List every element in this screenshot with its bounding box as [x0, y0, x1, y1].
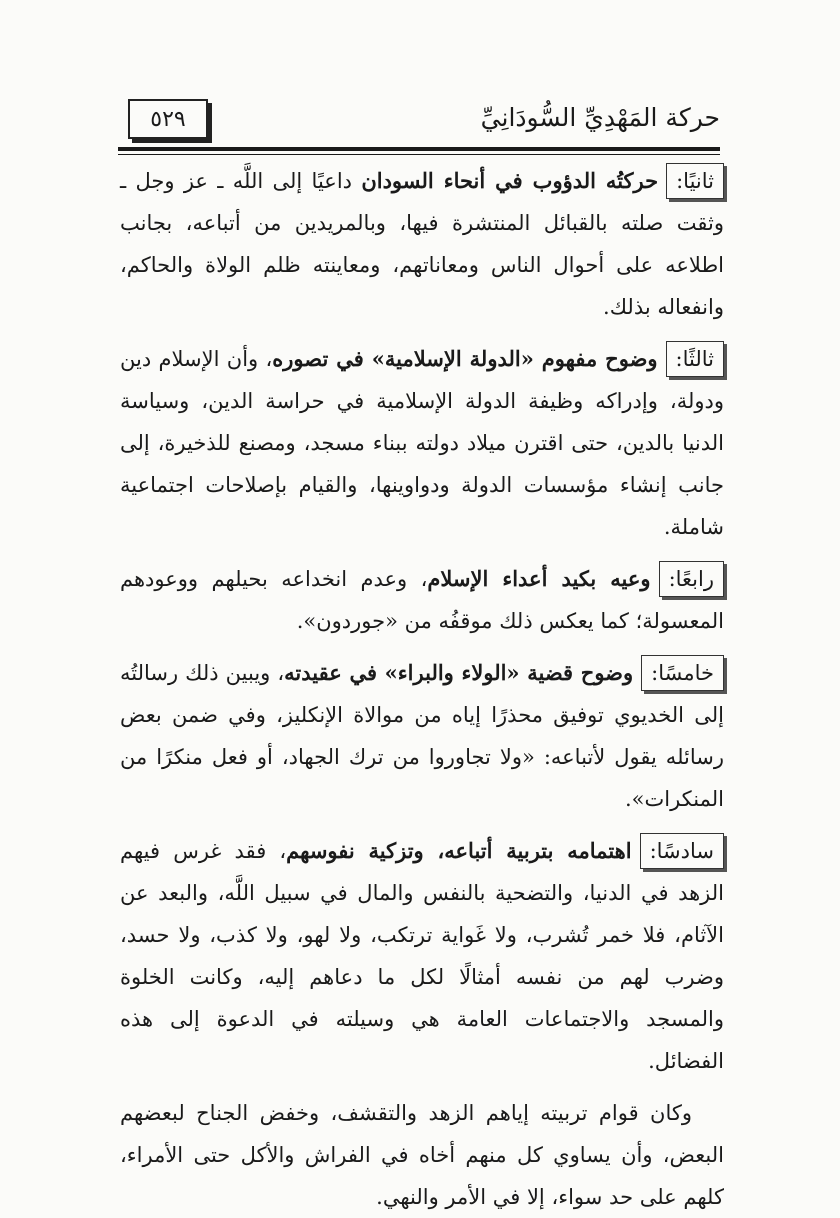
item-heading: اهتمامه بتربية أتباعه، وتزكية نفوسهم	[286, 838, 632, 863]
item-heading: وعيه بكيد أعداء الإسلام	[427, 566, 651, 591]
page-header	[118, 95, 720, 145]
item-label: ثانيًا:	[666, 163, 724, 199]
book-title: حركة المَهْدِيِّ السُّودَانِيِّ	[480, 103, 720, 132]
closing-paragraph: وكان قوام تربيته إياهم الزهد والتقشف، وخفض الجناح لبعضهم البعض، وأن يساوي كل منهم أخاه في الفراش والأكل حتى الأمراء، كلهم على حد سواء، إلا في الأمر والنهي.	[120, 1101, 724, 1209]
header-rule-thick	[118, 147, 720, 151]
item-heading: وضوح مفهوم «الدولة الإسلامية» في تصوره	[272, 346, 658, 371]
list-item	[120, 160, 724, 328]
item-heading: حركتُه الدؤوب في أنحاء السودان	[361, 168, 659, 193]
item-text: ، وعدم انخداعه بحيلهم ووعودهم المعسولة؛ كما يعكس ذلك موقفُه من «جوردون».	[120, 567, 724, 633]
item-label: ثالثًا:	[666, 341, 724, 377]
item-text: ، ويبين ذلك رسالتُه إلى الخديوي توفيق محذرًا إياه من موالاة الإنكليز، وفي ضمن بعض رسائله يقول لأتباعه: «ولا تجاوروا من ترك الجهاد، أو فعل منكرًا من المنكرات».	[120, 661, 724, 811]
item-label: رابعًا:	[659, 561, 724, 597]
list-item	[120, 830, 724, 1082]
item-text: داعيًا إلى اللَّه ـ عز وجل ـ وثقت صلته بالقبائل المنتشرة فيها، وبالمريدين من أتباعه، بجانب اطلاعه على أحوال الناس ومعاناتهم، ومعاينته ظلم الولاة والحاكم، وانفعاله بذلك.	[120, 169, 724, 319]
item-heading: وضوح قضية «الولاء والبراء» في عقيدته	[284, 660, 634, 685]
list-item	[120, 652, 724, 820]
page-body	[120, 160, 724, 1218]
page-number: ٥٢٩	[128, 99, 208, 139]
header-rule-thin	[118, 154, 720, 155]
item-text: ، وأن الإسلام دين ودولة، وإدراكه وظيفة الدولة الإسلامية في حراسة الدين، وسياسة الدنيا بالدين، حتى اقترن ميلاد دولته ببناء مسجد، ومصنع للذخيرة، إلى جانب إنشاء مؤسسات الدولة ودواوينها، والقيام بإصلاحات اجتماعية شاملة.	[120, 347, 724, 539]
item-text: ، فقد غرس فيهم الزهد في الدنيا، والتضحية بالنفس والمال في سبيل اللَّه، والبعد عن الآثام، فلا خمر تُشرب، ولا غَواية ترتكب، ولا لهو، ولا كذب، ولا حسد، وضرب لهم من نفسه أمثالًا لكل ما دعاهم إليه، وكانت الخلوة والمسجد والاجتماعات العامة هي وسيلته في الدعوة إلى هذه الفضائل.	[120, 839, 724, 1073]
item-label: خامسًا:	[641, 655, 724, 691]
item-label: سادسًا:	[640, 833, 724, 869]
list-item	[120, 558, 724, 642]
list-item	[120, 338, 724, 548]
